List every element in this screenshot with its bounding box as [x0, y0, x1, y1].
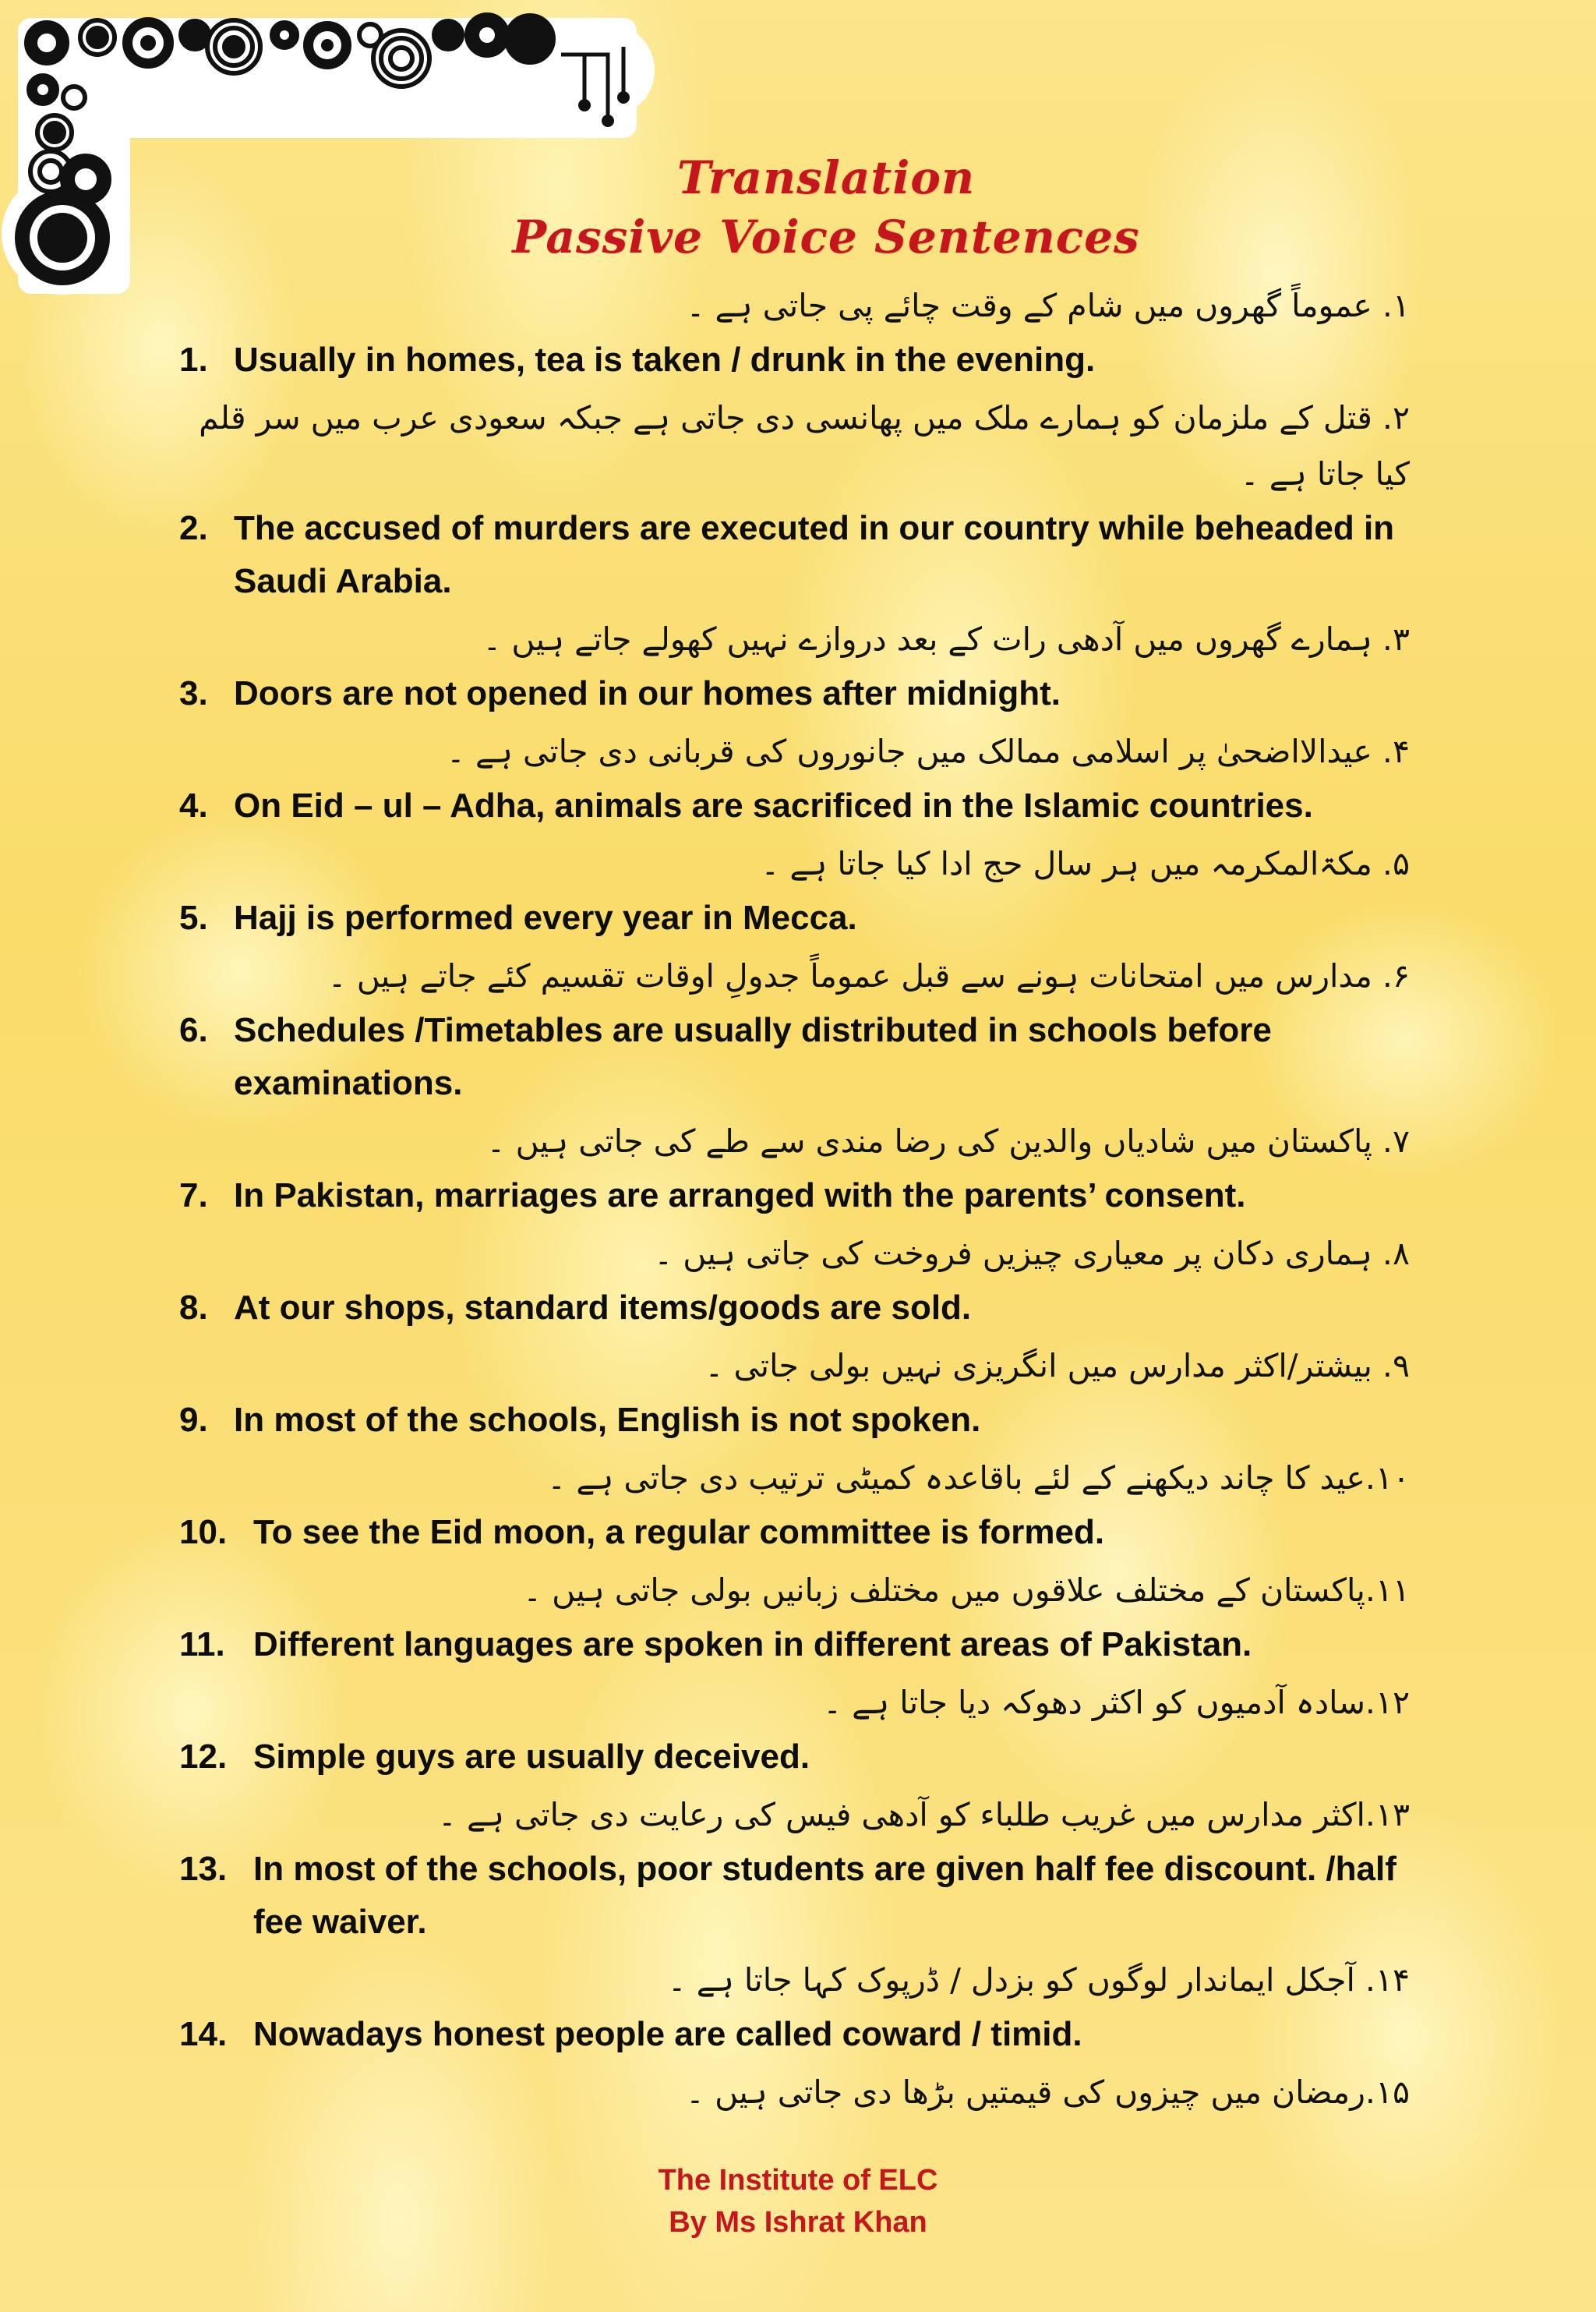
list-item	[160, 390, 1453, 608]
english-text: At our shops, standard items/goods are sold.	[234, 1289, 972, 1327]
urdu-sentence: ۵. مکۃالمکرمہ میں ہر سال حج ادا کیا جاتا ہے ۔	[761, 845, 1410, 882]
footer-institute: The Institute of ELC	[658, 2164, 938, 2197]
item-number: 12.	[179, 1738, 228, 1776]
urdu-sentence: ۱۴. آجکل ایماندار لوگوں کو بزدل / ڈرپوک کہا جاتا ہے ۔	[667, 1961, 1410, 1999]
sentence-list	[160, 278, 1453, 2120]
list-item	[160, 723, 1453, 833]
list-item	[160, 278, 1453, 387]
item-number: 14.	[179, 2015, 228, 2053]
page-subtitle: Passive Voice Sentences	[512, 210, 1140, 263]
english-text: Usually in homes, tea is taken / drunk in the evening.	[234, 341, 1096, 379]
urdu-sentence: ۶. مدارس میں امتحانات ہونے سے قبل عموماً جدولِ اوقات تقسیم کئے جاتے ہیں ۔	[327, 957, 1410, 995]
english-text: In most of the schools, English is not spoken.	[234, 1401, 981, 1439]
english-sentence	[160, 334, 1453, 387]
english-text: Hajj is performed every year in Mecca.	[234, 899, 857, 937]
page-title: Translation	[676, 151, 976, 204]
title-block	[483, 148, 1169, 267]
urdu-sentence: ۱۱.پاکستان کے مختلف علاقوں میں مختلف زبانیں بولی جاتی ہیں ۔	[523, 1571, 1410, 1609]
list-item	[160, 1952, 1453, 2061]
english-text: Nowadays honest people are called coward / timid.	[253, 2015, 1082, 2053]
item-number: 1.	[179, 341, 208, 379]
english-sentence	[160, 1843, 1453, 1949]
list-item	[160, 1113, 1453, 1222]
item-number: 11.	[179, 1625, 225, 1663]
item-number: 5.	[179, 899, 208, 937]
list-item	[160, 948, 1453, 1110]
english-text: The accused of murders are executed in our country while beheaded in Saudi Arabia.	[234, 509, 1395, 600]
item-number: 3.	[179, 674, 208, 712]
english-text: Schedules /Timetables are usually distributed in schools before examinations.	[234, 1011, 1272, 1102]
urdu-sentence: ۱۳.اکثر مدارس میں غریب طلباء کو آدھی فیس کی رعایت دی جاتی ہے ۔	[437, 1796, 1410, 1833]
item-number: 4.	[179, 787, 208, 825]
item-number: 10.	[179, 1513, 228, 1551]
urdu-sentence: ۱۲.سادہ آدمیوں کو اکثر دھوکہ دیا جاتا ہے ۔	[823, 1684, 1410, 1721]
urdu-sentence: ۱. عموماً گھروں میں شام کے وقت چائے پی جاتی ہے ۔	[686, 287, 1410, 324]
urdu-sentence: ۲. قتل کے ملزمان کو ہمارے ملک میں پھانسی دی جاتی ہے جبکہ سعودی عرب میں سر قلم کیا جاتا ہے ۔	[199, 399, 1410, 493]
english-text: In most of the schools, poor students are given half fee discount. /half fee waiver.	[253, 1850, 1396, 1941]
urdu-sentence: ۳. ہمارے گھروں میں آدھی رات کے بعد دروازے نہیں کھولے جاتے ہیں ۔	[482, 620, 1410, 658]
urdu-sentence: ۷. پاکستان میں شادیاں والدین کی رضا مندی سے طے کی جاتی ہیں ۔	[486, 1122, 1410, 1160]
list-item	[160, 1562, 1453, 1671]
footer-author: By Ms Ishrat Khan	[669, 2206, 927, 2239]
list-item	[160, 1674, 1453, 1783]
list-item	[160, 836, 1453, 945]
urdu-sentence: ۸. ہماری دکان پر معیاری چیزیں فروخت کی جاتی ہیں ۔	[654, 1235, 1410, 1272]
list-item	[160, 1225, 1453, 1335]
english-text: Doors are not opened in our homes after midnight.	[234, 674, 1061, 712]
item-number: 6.	[179, 1011, 208, 1049]
urdu-sentence: ۱۰.عید کا چاند دیکھنے کے لئے باقاعدہ کمیٹی ترتیب دی جاتی ہے ۔	[547, 1459, 1410, 1497]
english-sentence	[160, 1730, 1453, 1783]
english-sentence	[160, 502, 1453, 608]
english-text: In Pakistan, marriages are arranged with the parents’ consent.	[234, 1176, 1246, 1214]
item-number: 7.	[179, 1176, 208, 1214]
english-sentence	[160, 892, 1453, 945]
item-number: 2.	[179, 509, 208, 547]
list-item	[160, 611, 1453, 720]
item-number: 8.	[179, 1289, 208, 1327]
footer	[0, 2159, 1596, 2243]
english-sentence	[160, 780, 1453, 833]
english-text: Simple guys are usually deceived.	[253, 1738, 810, 1776]
urdu-sentence: ۹. بیشتر/اکثر مدارس میں انگریزی نہیں بولی جاتی ۔	[704, 1347, 1410, 1384]
list-item	[160, 1450, 1453, 1559]
english-text: On Eid – ul – Adha, animals are sacrificed in the Islamic countries.	[234, 787, 1313, 825]
english-sentence	[160, 1394, 1453, 1447]
english-sentence	[160, 1004, 1453, 1110]
english-sentence	[160, 1169, 1453, 1222]
english-sentence	[160, 667, 1453, 720]
urdu-sentence: ۴. عیدالااضحیٰ پر اسلامی ممالک میں جانوروں کی قربانی دی جاتی ہے ۔	[446, 733, 1410, 770]
english-text: Different languages are spoken in different areas of Pakistan.	[253, 1625, 1252, 1663]
list-item	[160, 2064, 1453, 2120]
english-sentence	[160, 1281, 1453, 1335]
item-number: 9.	[179, 1401, 208, 1439]
urdu-sentence: ۱۵.رمضان میں چیزوں کی قیمتیں بڑھا دی جاتی ہیں ۔	[686, 2073, 1410, 2111]
english-sentence	[160, 1506, 1453, 1559]
english-text: To see the Eid moon, a regular committee is formed.	[253, 1513, 1105, 1551]
english-sentence	[160, 2008, 1453, 2061]
list-item	[160, 1338, 1453, 1447]
list-item	[160, 1787, 1453, 1949]
item-number: 13.	[179, 1850, 228, 1888]
english-sentence	[160, 1618, 1453, 1671]
